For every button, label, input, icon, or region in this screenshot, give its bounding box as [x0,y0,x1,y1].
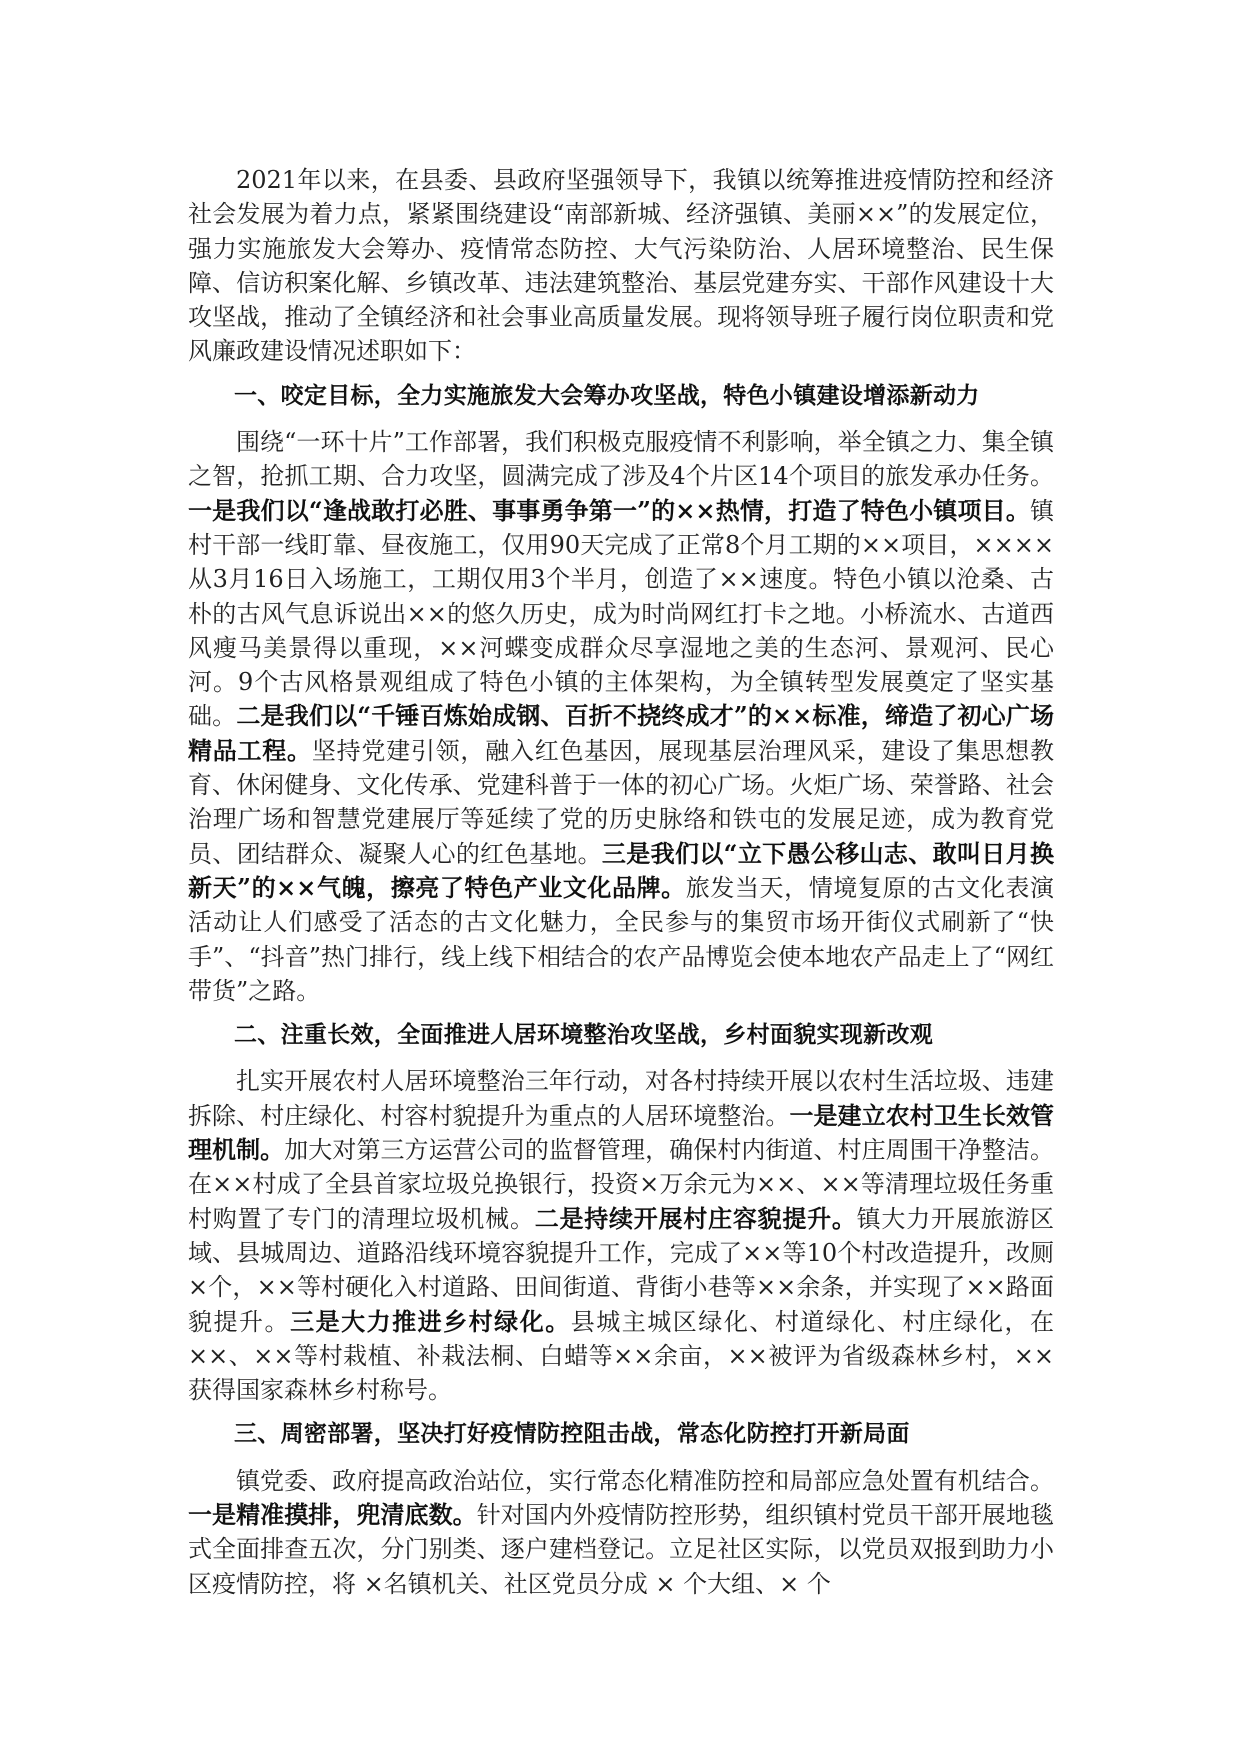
section-2-text-3: 镇大力开展旅游区域、县城周边、道路沿线环境容貌提升工作，完成了××等10个村改造提升，改厕×个，××等村硬化入村道路、田间街道、背街小巷等××余条，并实现了××路面貌提升。 [188,1204,1055,1336]
intro-paragraph: 2021年以来，在县委、县政府坚强领导下，我镇以统筹推进疫情防控和经济社会发展为着力点，紧紧围绕建设“南部新城、经济强镇、美丽××”的发展定位，强力实施旅发大会筹办、疫情常态防控、大气污染防治、人居环境整治、民生保障、信访积案化解、乡镇改革、违法建筑整治、基层党建夯实、干部作风建设十大攻坚战，推动了全镇经济和社会事业高质量发展。现将领导班子履行岗位职责和党风廉政建设情况述职如下： [188,166,1054,366]
document-body [188,163,1054,1607]
section-1-heading: 一、咬定目标，全力实施旅发大会筹办攻坚战，特色小镇建设增添新动力 [234,382,980,409]
section-1-point-1: 一是我们以“逢战敢打必胜、事事勇争第一”的××热情，打造了特色小镇项目。 [188,495,1030,525]
section-3-heading: 三、周密部署，坚决打好疫情防控阻击战，常态化防控打开新局面 [234,1421,910,1448]
section-2-point-3: 三是大力推进乡村绿化。 [290,1306,571,1336]
section-1-text-3: 坚持党建引领，融入红色基因，展现基层治理风采，建设了集思想教育、休闲健身、文化传承、党建科普于一体的初心广场。火炬广场、荣誉路、社会治理广场和智慧党建展厅等延续了党的历史脉络和铁屯的发展足迹，成为教育党员、团结群众、凝聚人心的红色基地。 [188,736,1055,868]
section-2-heading: 二、注重长效，全面推进人居环境整治攻坚战，乡村面貌实现新改观 [234,1022,933,1049]
section-2-point-2: 二是持续开展村庄容貌提升。 [534,1203,857,1233]
section-1-text-2: 镇村干部一线盯靠、昼夜施工，仅用90天完成了正常8个月工期的××项目，××××从3月16日入场施工，工期仅用3个半月，创造了××速度。特色小镇以沧桑、古朴的古风气息诉说出××的悠久历史，成为时尚网红打卡之地。小桥流水、古道西风瘦马美景得以重现，××河蝶变成群众尽享湿地之美的生态河、景观河、民心河。9个古风格景观组成了特色小镇的主体架构，为全镇转型发展奠定了坚实基础。 [188,496,1054,731]
section-3-text-2: 针对国内外疫情防控形势，组织镇村党员干部开展地毯式全面排查五次，分门别类、逐户建档登记。立足社区实际，以党员双报到助力小区疫情防控，将 ×名镇机关、社区党员分成 × 个大组、× 个 [188,1500,1055,1598]
section-1-paragraph [188,425,1054,1008]
section-1-text-4: 旅发当天，情境复原的古文化表演活动让人们感受了活态的古文化魅力，全民参与的集贸市场开街仪式刷新了“快手”、“抖音”热门排行，线上线下相结合的农产品博览会使本地农产品走上了“网红带货”之路。 [188,873,1055,1005]
section-2-text-1: 扎实开展农村人居环境整治三年行动，对各村持续开展以农村生活垃圾、违建拆除、村庄绿化、村容村貌提升为重点的人居环境整治。 [188,1067,1054,1130]
section-2-paragraph [188,1064,1054,1407]
section-1-text-1: 围绕“一环十片”工作部署，我们积极克服疫情不利影响，举全镇之力、集全镇之智，抢抓工期、合力攻坚，圆满完成了涉及4个片区14个项目的旅发承办任务。 [188,428,1054,491]
section-2-text-4: 县城主城区绿化、村道绿化、村庄绿化，在××、××等村栽植、补栽法桐、白蜡等××余亩，××被评为省级森林乡村，××获得国家森林乡村称号。 [188,1307,1055,1405]
section-3-paragraph [188,1464,1054,1601]
section-3-point-1: 一是精准摸排，兜清底数。 [188,1499,477,1529]
section-2-text-2: 加大对第三方运营公司的监督管理，确保村内街道、村庄周围干净整洁。在××村成了全县首家垃圾兑换银行，投资×万余元为××、××等清理垃圾任务重村购置了专门的清理垃圾机械。 [188,1136,1055,1233]
section-2-point-1: 一是建立农村卫生长效管理机制。 [188,1100,1055,1165]
section-1-point-2: 二是我们以“千锤百炼始成钢、百折不挠终成才”的××标准，缔造了初心广场精品工程。 [188,701,1055,765]
section-3-text-1: 镇党委、政府提高政治站位，实行常态化精准防控和局部应急处置有机结合。 [236,1466,1054,1495]
section-1-point-3: 三是我们以“立下愚公移山志、敢叫日月换新天”的××气魄，擦亮了特色产业文化品牌。 [188,838,1054,902]
